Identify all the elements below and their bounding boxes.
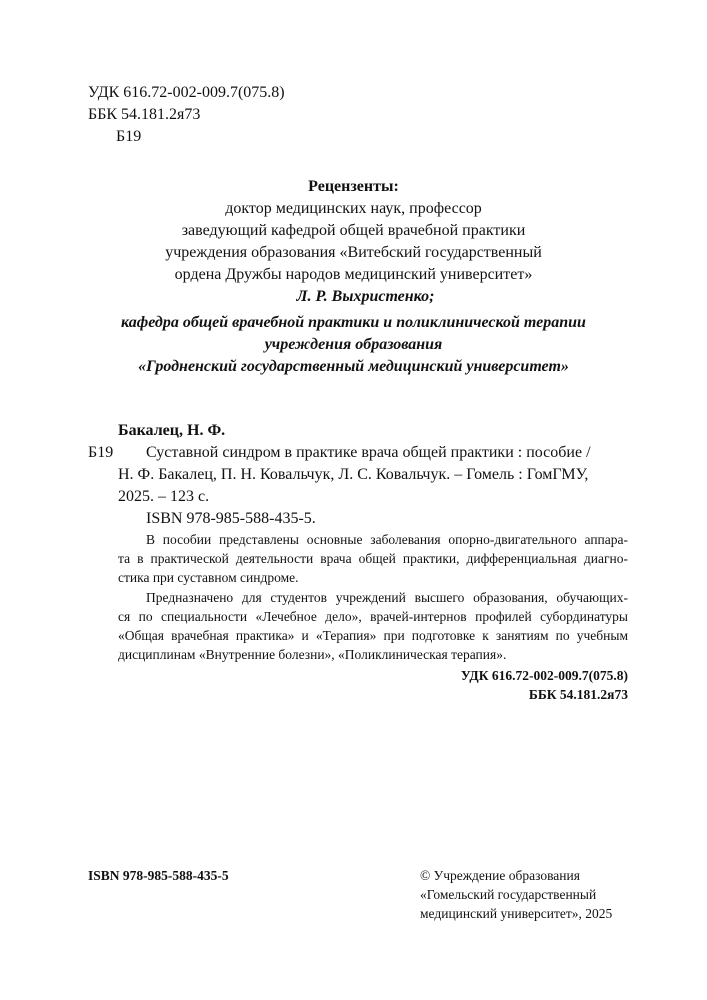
reviewers-title: Рецензенты: [308,178,399,195]
annotation-paragraph-1 [118,530,628,587]
annotation-line: ся по специальности «Лечебное дело», врачей-интернов профилей субординатуры [118,609,628,624]
annotation-line: «Общая врачебная практика» и «Терапия» при подготовке к занятиям по учебным [118,628,628,643]
catalog-title-line: Н. Ф. Бакалец, П. Н. Ковальчук, Л. С. Ковальчук. – Гомель : ГомГМУ, [118,466,589,483]
isbn-footer: ISBN 978-985-588-435-5 [88,868,229,883]
reviewer-org-line: кафедра общей врачебной практики и поликлинической терапии [121,314,586,331]
catalog-title-line: 2025. – 123 с. [118,488,210,505]
udk-code: УДК 616.72-002-009.7(075.8) [88,84,285,101]
udk-code-footer: УДК 616.72-002-009.7(075.8) [460,668,628,683]
copyright-line: © Учреждение образования [420,868,580,883]
reviewer-line: доктор медицинских наук, профессор [225,200,482,217]
author-sign: Б19 [116,128,142,145]
catalog-title-line: Суставной синдром в практике врача общей практики : пособие / [146,444,591,461]
copyright-line: медицинский университет», 2025 [420,906,613,921]
reviewer-name: Л. Р. Выхристенко; [296,288,435,305]
catalog-code: Б19 [88,444,114,461]
reviewer-line: учреждения образования «Витебский государственный [165,244,542,261]
reviewer-line: заведующий кафедрой общей врачебной практики [181,222,526,239]
bbk-code-footer: ББК 54.181.2я73 [528,687,628,702]
reviewer-org-line: «Гродненский государственный медицинский университет» [138,358,569,375]
reviewer-org-line: учреждения образования [264,336,443,353]
annotation-paragraph-2 [118,588,628,664]
bbk-code: ББК 54.181.2я73 [88,106,201,123]
reviewer-line: ордена Дружбы народов медицинский университет» [174,266,533,283]
catalog-isbn: ISBN 978-985-588-435-5. [146,510,316,527]
annotation-line: стика при суставном синдроме. [118,570,299,585]
catalog-author: Бакалец, Н. Ф. [118,422,226,439]
annotation-line: Предназначено для студентов учреждений высшего образования, обучающих- [146,590,628,605]
annotation-line: В пособии представлены основные заболевания опорно-двигательного аппара- [146,532,628,547]
annotation-line: та в практической деятельности врача общей практики, дифференциальная диагно- [118,551,628,566]
annotation-line: дисциплинам «Внутренние болезни», «Поликлиническая терапия». [118,647,507,662]
copyright-line: «Гомельский государственный [420,887,597,902]
